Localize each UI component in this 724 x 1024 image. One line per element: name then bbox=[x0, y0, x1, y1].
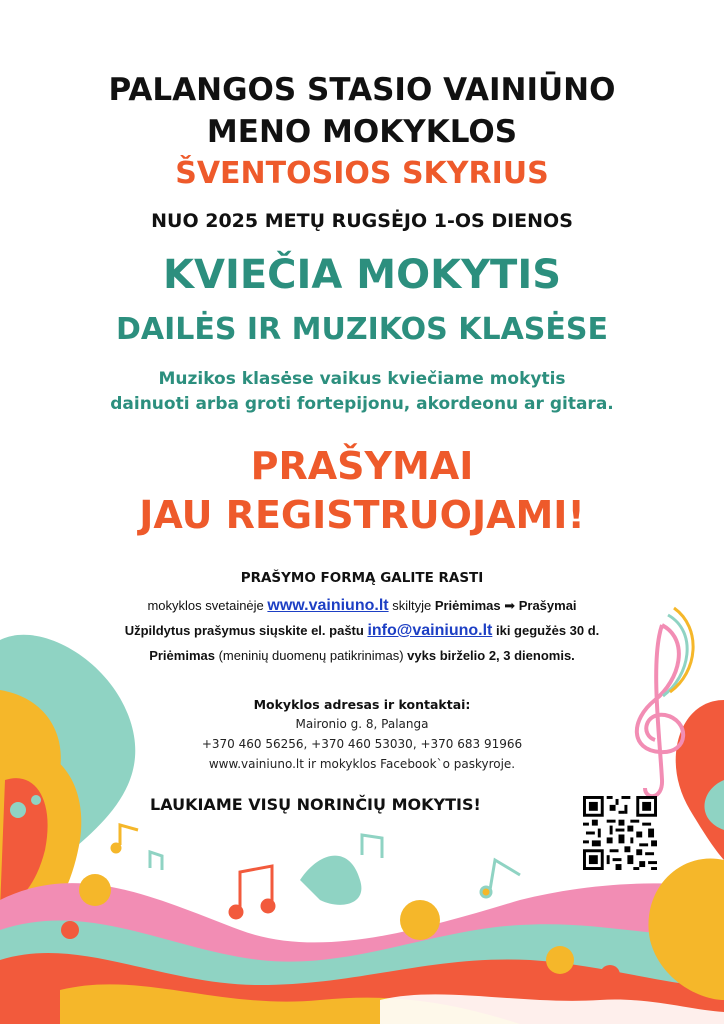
form-info-title: PRAŠYMO FORMĄ GALITE RASTI bbox=[240, 570, 484, 586]
start-date: NUO 2025 METŲ RUGSĖJO 1-OS DIENOS bbox=[151, 210, 573, 232]
branch-name: ŠVENTOSIOS SKYRIUS bbox=[175, 156, 549, 191]
contacts-title: Mokyklos adresas ir kontaktai: bbox=[253, 697, 471, 712]
form-info-text: skiltyje bbox=[388, 598, 435, 613]
registration-heading-line1: PRAŠYMAI bbox=[250, 444, 474, 488]
form-info-bold: Priėmimas bbox=[434, 598, 501, 613]
music-info-line1: Muzikos klasėse vaikus kviečiame mokytis bbox=[158, 369, 566, 389]
form-info-line2 bbox=[0, 621, 724, 641]
invite-subheading: DAILĖS IR MUZIKOS KLASĖSE bbox=[115, 312, 608, 347]
form-info-line3 bbox=[0, 646, 724, 666]
email-link[interactable]: info@vainiuno.lt bbox=[367, 622, 493, 639]
invite-heading: KVIEČIA MOKYTIS bbox=[162, 252, 562, 298]
qr-code[interactable] bbox=[583, 796, 657, 870]
school-name-line2: MENO MOKYKLOS bbox=[206, 114, 518, 150]
closing-message: LAUKIAME VISŲ NORINČIŲ MOKYTIS! bbox=[150, 795, 481, 814]
form-info-line1 bbox=[0, 596, 724, 616]
form-info-text: mokyklos svetainėje bbox=[147, 598, 268, 613]
contacts-address: Maironio g. 8, Palanga bbox=[295, 717, 429, 731]
school-name-line1: PALANGOS STASIO VAINIŪNO bbox=[108, 72, 616, 108]
form-info-bold: Priėmimas bbox=[149, 648, 215, 663]
form-info-bold: Prašymai bbox=[518, 598, 577, 613]
form-info-bold: iki gegužės 30 d. bbox=[492, 623, 600, 638]
form-info-text: (meninių duomenų patikrinimas) bbox=[214, 648, 408, 663]
registration-heading-line2: JAU REGISTRUOJAMI! bbox=[139, 493, 585, 537]
website-link[interactable]: www.vainiuno.lt bbox=[267, 597, 389, 614]
contacts-phones: +370 460 56256, +370 460 53030, +370 683 91966 bbox=[201, 737, 523, 751]
contacts-web: www.vainiuno.lt ir mokyklos Facebook`o paskyroje. bbox=[208, 757, 516, 771]
music-info-line2: dainuoti arba groti fortepijonu, akordeonu ar gitara. bbox=[110, 394, 614, 414]
arrow-icon: ➡ bbox=[500, 598, 519, 613]
form-info-bold: vyks birželio 2, 3 dienomis. bbox=[407, 648, 575, 663]
form-info-bold: Užpildytus prašymus siųskite el. paštu bbox=[124, 623, 368, 638]
